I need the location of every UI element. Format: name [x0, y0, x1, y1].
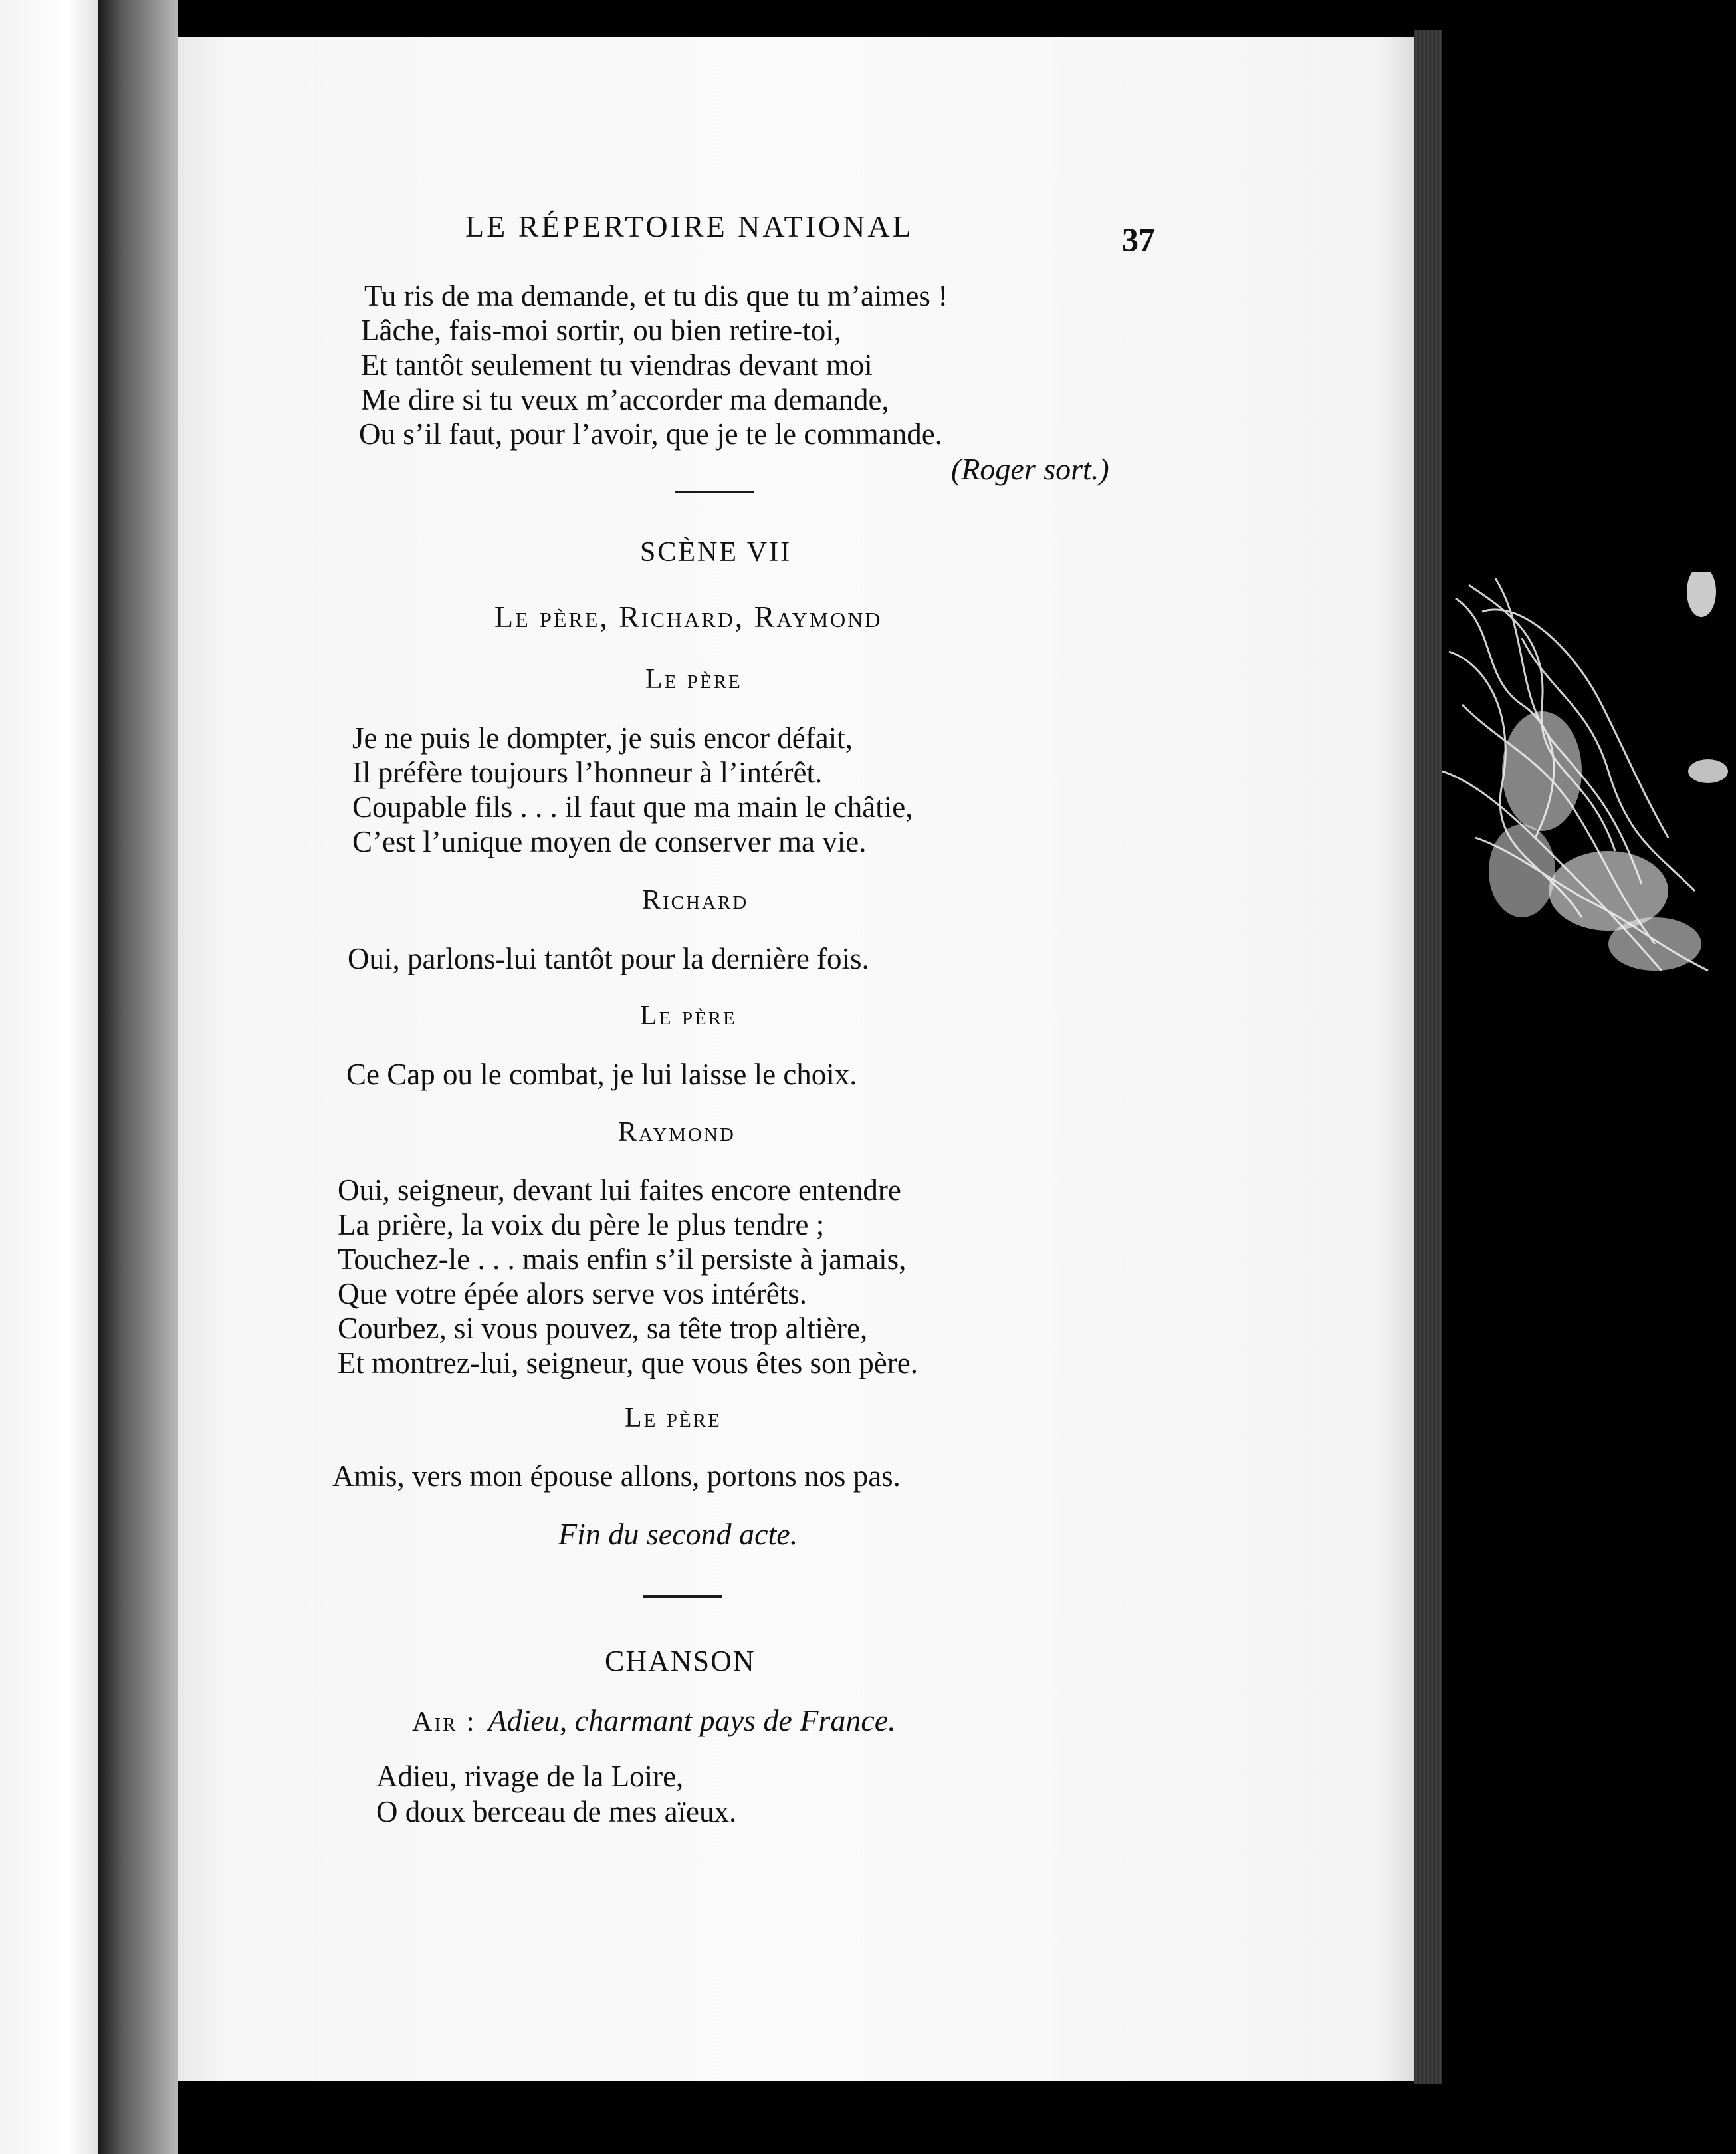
- verse-line: Et montrez-lui, seigneur, que vous êtes son père.: [338, 1346, 918, 1379]
- verse-line: Ou s’il faut, pour l’avoir, que je te le commande.: [359, 418, 942, 451]
- song-title: CHANSON: [605, 1645, 756, 1677]
- verse-line: Oui, parlons-lui tantôt pour la dernière fois.: [348, 942, 869, 975]
- book-gutter: [98, 0, 178, 2154]
- verse-line: Ce Cap ou le combat, je lui laisse le choix.: [346, 1058, 857, 1091]
- verse-line: Amis, vers mon épouse allons, portons nos pas.: [332, 1459, 901, 1493]
- verse-line: Courbez, si vous pouvez, sa tête trop altière,: [338, 1312, 868, 1345]
- verse-line: Oui, seigneur, devant lui faites encore entendre: [338, 1173, 901, 1207]
- verse-line: Que votre épée alors serve vos intérêts.: [338, 1277, 807, 1310]
- section-rule: [675, 491, 754, 493]
- air-line: [412, 1705, 896, 1736]
- book-page: [178, 37, 1414, 2081]
- speaker-name: Le père: [640, 1001, 737, 1031]
- speaker-name: Le père: [625, 1403, 722, 1433]
- act-end: Fin du second acte.: [558, 1517, 798, 1551]
- verse-line: La prière, la voix du père le plus tendre ;: [338, 1208, 825, 1241]
- air-label: Air :: [412, 1707, 477, 1737]
- verse-line: Tu ris de ma demande, et tu dis que tu m’aimes !: [364, 279, 948, 312]
- speaker-name: Richard: [642, 885, 749, 915]
- verse-line: Il préfère toujours l’honneur à l’intérêt.: [352, 756, 823, 789]
- verse-line: O doux berceau de mes aïeux.: [376, 1795, 737, 1828]
- stage-direction: (Roger sort.): [951, 452, 1109, 486]
- verse-line: Et tantôt seulement tu viendras devant moi: [361, 348, 873, 382]
- air-title: Adieu, charmant pays de France.: [488, 1703, 896, 1737]
- verse-line: Adieu, rivage de la Loire,: [376, 1760, 684, 1793]
- page-number: 37: [1122, 221, 1155, 258]
- verse-line: Je ne puis le dompter, je suis encor défait,: [352, 721, 853, 755]
- speaker-name: Raymond: [618, 1117, 736, 1147]
- speaker-name: Le père: [645, 664, 742, 695]
- running-title: LE RÉPERTOIRE NATIONAL: [465, 209, 914, 243]
- section-rule: [643, 1595, 722, 1598]
- verse-line: Touchez-le . . . mais enfin s’il persiste à jamais,: [338, 1243, 907, 1276]
- verse-line: Lâche, fais-moi sortir, ou bien retire-toi,: [361, 314, 841, 347]
- paper-fibers-debris: [1442, 572, 1735, 1050]
- verse-line: Me dire si tu veux m’accorder ma demande,: [361, 383, 889, 416]
- verse-line: Coupable fils . . . il faut que ma main le châtie,: [352, 790, 913, 824]
- page-edge: [1414, 30, 1442, 2084]
- cast-list: Le père, Richard, Raymond: [494, 600, 883, 634]
- verse-line: C’est l’unique moyen de conserver ma vie.: [352, 825, 867, 858]
- facing-page-edge: [0, 0, 98, 2154]
- scene-heading: SCÈNE VII: [640, 537, 792, 568]
